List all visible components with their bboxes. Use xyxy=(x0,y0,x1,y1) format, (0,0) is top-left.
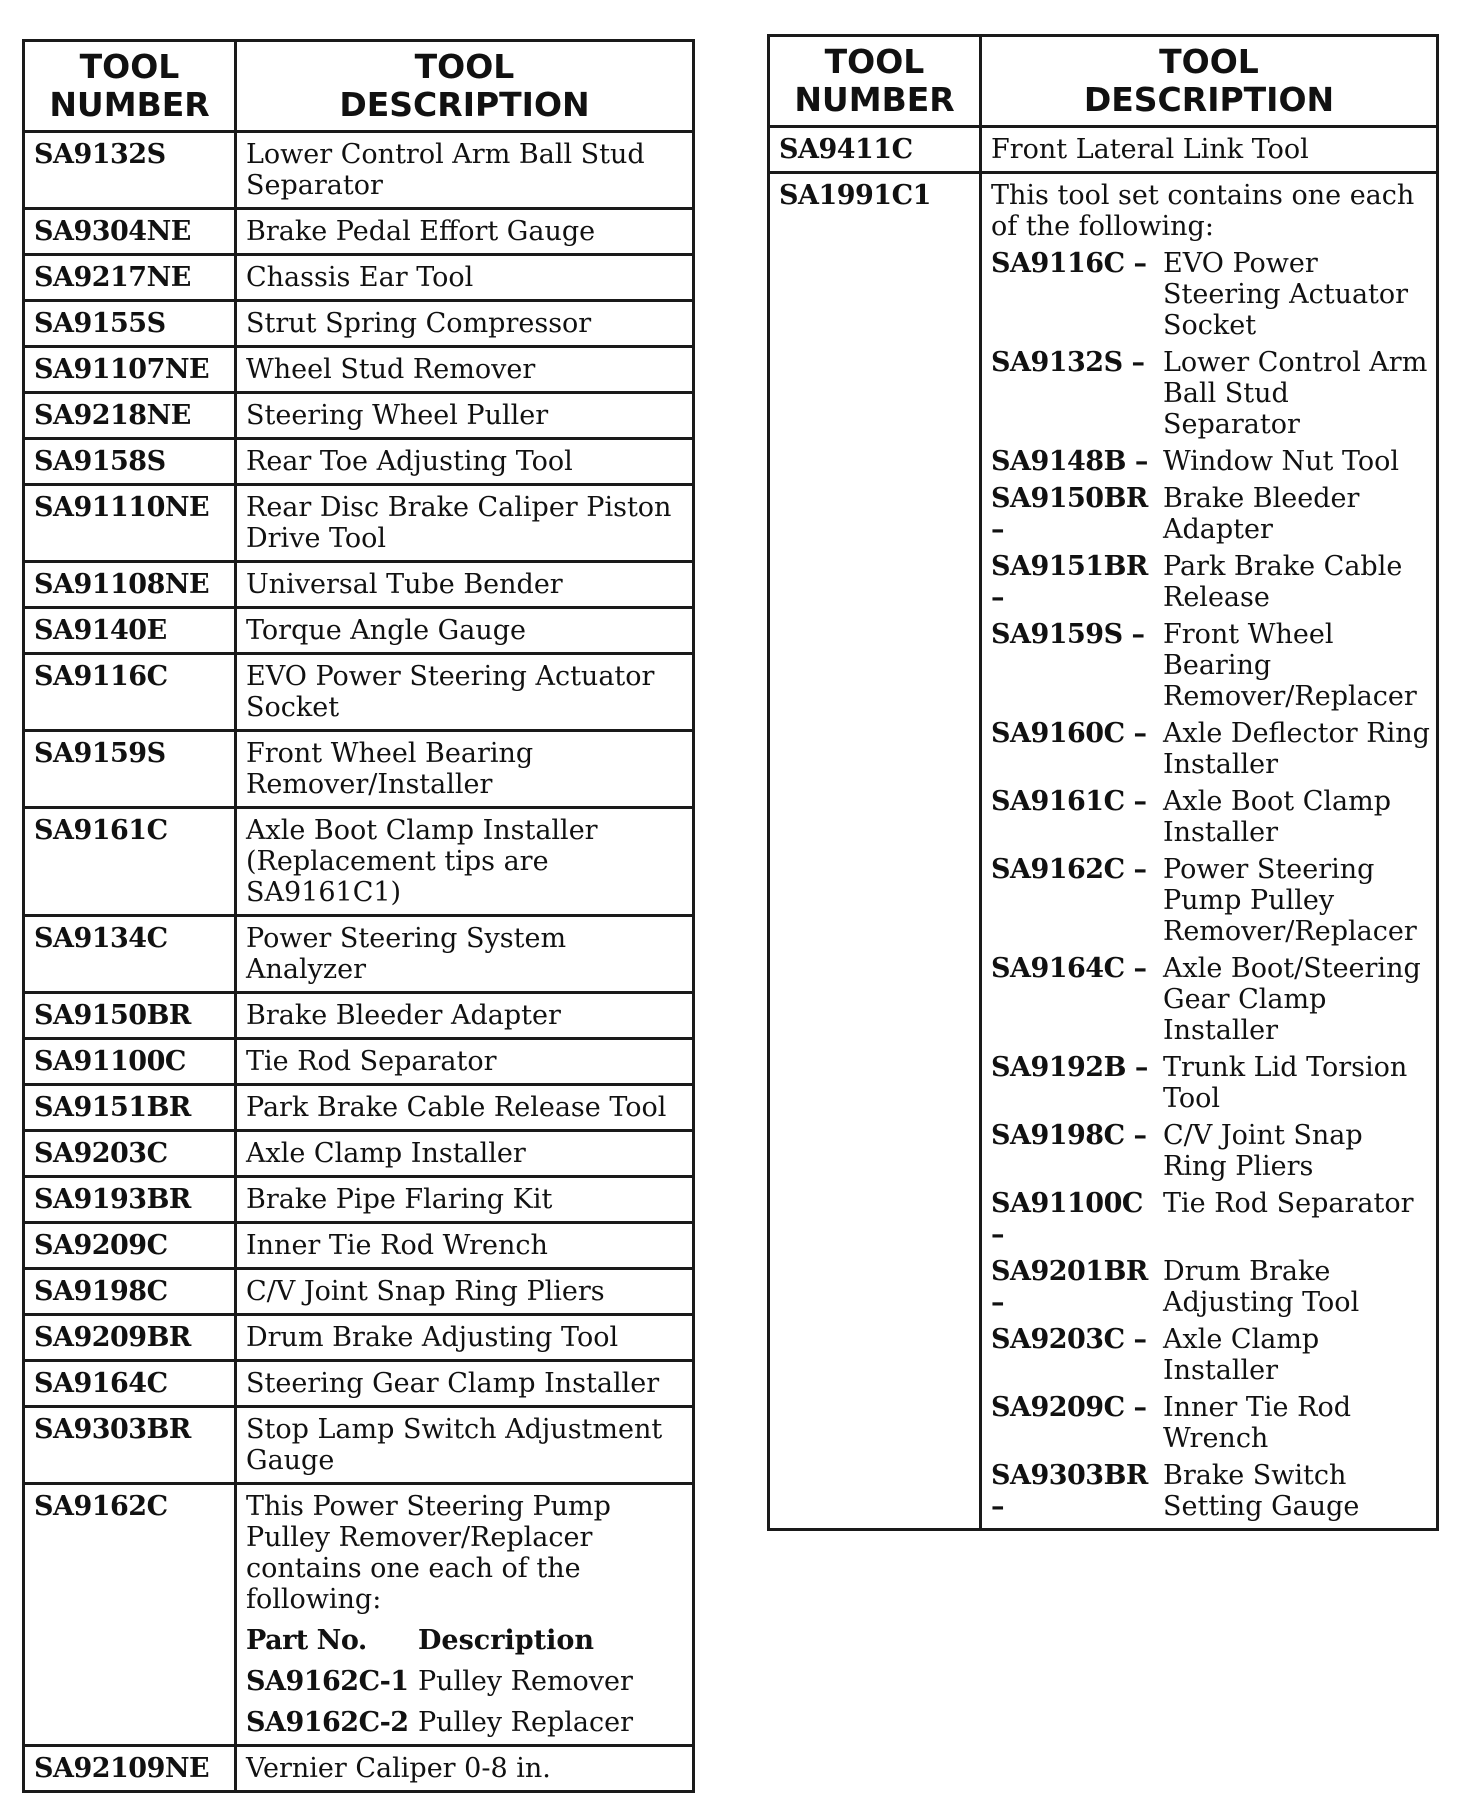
tool-description: Strut Spring Compressor xyxy=(236,301,694,347)
tool-description: C/V Joint Snap Ring Pliers xyxy=(236,1269,694,1315)
tool-number: SA91110NE xyxy=(24,485,236,562)
tool-number: SA9162C xyxy=(24,1484,236,1746)
part-number: SA9162C-2 xyxy=(246,1707,409,1738)
table-row xyxy=(24,1131,694,1177)
table-row xyxy=(24,132,694,209)
kit-item-number: SA9192B – xyxy=(991,1052,1148,1083)
kit-item-description: Drum Brake Adjusting Tool xyxy=(1163,1256,1360,1318)
tool-description: Brake Pipe Flaring Kit xyxy=(236,1177,694,1223)
table-row xyxy=(769,127,1438,173)
kit-item-number: SA9198C – xyxy=(991,1120,1147,1151)
kit-item-number: SA9203C – xyxy=(991,1324,1147,1355)
parts-header-description: Description xyxy=(418,1625,594,1656)
kit-item xyxy=(991,619,1432,712)
tool-number: SA9411C xyxy=(769,127,981,173)
kit-item-number: SA9161C – xyxy=(991,786,1147,817)
tool-number: SA9140E xyxy=(24,608,236,654)
table-row xyxy=(24,301,694,347)
tool-description: Steering Gear Clamp Installer xyxy=(236,1361,694,1407)
tool-table-right xyxy=(767,34,1439,1531)
kit-item xyxy=(991,1392,1432,1454)
tool-description: Front Wheel Bearing Remover/Installer xyxy=(236,731,694,808)
kit-item xyxy=(991,347,1432,440)
kit-item-number: SA9201BR – xyxy=(991,1256,1148,1318)
kit-item-number: SA9164C – xyxy=(991,953,1147,984)
tool-description: Stop Lamp Switch Adjustment Gauge xyxy=(236,1407,694,1484)
kit-item-number: SA9303BR – xyxy=(991,1460,1148,1522)
table-row xyxy=(24,1361,694,1407)
kit-intro: This Power Steering Pump Pulley Remover/Replacer contains one each of the following: xyxy=(246,1491,611,1615)
kit-item xyxy=(991,248,1432,341)
kit-item-description: Axle Boot/Steering Gear Clamp Installer xyxy=(1163,953,1421,1046)
tool-number: SA9209C xyxy=(24,1223,236,1269)
table-row xyxy=(24,1039,694,1085)
kit-item-description: C/V Joint Snap Ring Pliers xyxy=(1163,1120,1363,1182)
tool-number: SA9198C xyxy=(24,1269,236,1315)
tool-description: Front Lateral Link Tool xyxy=(981,127,1438,173)
tool-description: Wheel Stud Remover xyxy=(236,347,694,393)
part-item xyxy=(246,1707,688,1738)
tool-number: SA9304NE xyxy=(24,209,236,255)
tool-description: Rear Disc Brake Caliper Piston Drive Tool xyxy=(236,485,694,562)
tool-number: SA1991C1 xyxy=(769,173,981,1530)
tool-description: Axle Clamp Installer xyxy=(236,1131,694,1177)
table-row xyxy=(24,255,694,301)
table-row xyxy=(24,808,694,916)
kit-item xyxy=(991,718,1432,780)
tool-number: SA9164C xyxy=(24,1361,236,1407)
kit-item-description: Park Brake Cable Release xyxy=(1163,551,1403,613)
kit-item-number: SA9162C – xyxy=(991,854,1147,885)
kit-item-description: Axle Boot Clamp Installer xyxy=(1163,786,1391,848)
kit-item-number: SA9151BR – xyxy=(991,551,1148,613)
tool-number: SA9193BR xyxy=(24,1177,236,1223)
kit-item-description: Tie Rod Separator xyxy=(1163,1188,1414,1219)
tool-description: Steering Wheel Puller xyxy=(236,393,694,439)
part-number: SA9162C-1 xyxy=(246,1666,409,1697)
tool-number: SA9134C xyxy=(24,916,236,993)
part-description: Pulley Replacer xyxy=(418,1707,633,1738)
table-row xyxy=(24,439,694,485)
tool-number: SA9303BR xyxy=(24,1407,236,1484)
tool-description: Park Brake Cable Release Tool xyxy=(236,1085,694,1131)
kit-item-description: Front Wheel Bearing Remover/Replacer xyxy=(1163,619,1417,712)
tool-number: SA9158S xyxy=(24,439,236,485)
kit-item xyxy=(991,1324,1432,1386)
tool-description: EVO Power Steering Actuator Socket xyxy=(236,654,694,731)
table-row xyxy=(24,731,694,808)
tool-number: SA9161C xyxy=(24,808,236,916)
tool-description: Brake Bleeder Adapter xyxy=(236,993,694,1039)
kit-item-number: SA9160C – xyxy=(991,718,1147,749)
tool-description: Vernier Caliper 0-8 in. xyxy=(236,1746,694,1792)
table-row xyxy=(24,209,694,255)
table-row xyxy=(24,393,694,439)
kit-item xyxy=(991,953,1432,1046)
kit-intro: This tool set contains one each of the following: xyxy=(991,180,1415,242)
parts-list xyxy=(246,1625,688,1738)
column-header-tool-description: TOOL DESCRIPTION xyxy=(981,36,1438,127)
tool-number: SA9159S xyxy=(24,731,236,808)
kit-item-description: Trunk Lid Torsion Tool xyxy=(1163,1052,1408,1114)
tool-number: SA91107NE xyxy=(24,347,236,393)
tool-number: SA9203C xyxy=(24,1131,236,1177)
tool-description: Power Steering System Analyzer xyxy=(236,916,694,993)
kit-item xyxy=(991,1460,1432,1522)
kit-item-description: Lower Control Arm Ball Stud Separator xyxy=(1163,347,1428,440)
kit-item-number: SA9209C – xyxy=(991,1392,1147,1423)
tool-description: Universal Tube Bender xyxy=(236,562,694,608)
kit-item xyxy=(991,854,1432,947)
tool-description: Inner Tie Rod Wrench xyxy=(236,1223,694,1269)
column-header-tool-description: TOOL DESCRIPTION xyxy=(236,41,694,132)
table-row-kit xyxy=(769,173,1438,1530)
tool-description xyxy=(236,1484,694,1746)
kit-item-number: SA9132S – xyxy=(991,347,1145,378)
table-row-kit xyxy=(24,1484,694,1746)
table-row xyxy=(24,916,694,993)
tool-number: SA9217NE xyxy=(24,255,236,301)
tool-description: Drum Brake Adjusting Tool xyxy=(236,1315,694,1361)
table-row xyxy=(24,562,694,608)
table-header-row xyxy=(24,41,694,132)
kit-item-number: SA91100C – xyxy=(991,1188,1143,1250)
tool-description: Torque Angle Gauge xyxy=(236,608,694,654)
table-row xyxy=(24,993,694,1039)
tool-table-left xyxy=(22,39,695,1793)
table-row xyxy=(24,1315,694,1361)
kit-item xyxy=(991,1120,1432,1182)
tool-number: SA9218NE xyxy=(24,393,236,439)
tool-number: SA91100C xyxy=(24,1039,236,1085)
table-row xyxy=(24,654,694,731)
tool-description: Rear Toe Adjusting Tool xyxy=(236,439,694,485)
tool-description: Axle Boot Clamp Installer (Replacement tips are SA9161C1) xyxy=(236,808,694,916)
kit-item-number: SA9116C – xyxy=(991,248,1147,279)
kit-item-description: Brake Switch Setting Gauge xyxy=(1163,1460,1360,1522)
column-header-tool-number: TOOL NUMBER xyxy=(769,36,981,127)
tool-description: Tie Rod Separator xyxy=(236,1039,694,1085)
kit-item-description: Window Nut Tool xyxy=(1163,446,1400,477)
kit-items-list xyxy=(991,248,1432,1522)
tool-number: SA91108NE xyxy=(24,562,236,608)
kit-item xyxy=(991,1256,1432,1318)
column-header-tool-number: TOOL NUMBER xyxy=(24,41,236,132)
kit-item-description: Axle Clamp Installer xyxy=(1163,1324,1320,1386)
kit-item-description: Axle Deflector Ring Installer xyxy=(1163,718,1430,780)
kit-item xyxy=(991,483,1432,545)
kit-item xyxy=(991,551,1432,613)
tool-number: SA92109NE xyxy=(24,1746,236,1792)
parts-header xyxy=(246,1625,688,1656)
table-body xyxy=(769,127,1438,1530)
kit-item-description: Power Steering Pump Pulley Remover/Replacer xyxy=(1163,854,1417,947)
tool-description: Lower Control Arm Ball Stud Separator xyxy=(236,132,694,209)
table-row xyxy=(24,1085,694,1131)
tool-description: Chassis Ear Tool xyxy=(236,255,694,301)
kit-item-number: SA9148B – xyxy=(991,446,1148,477)
table-body xyxy=(24,132,694,1792)
tool-description: Brake Pedal Effort Gauge xyxy=(236,209,694,255)
kit-item-description: Brake Bleeder Adapter xyxy=(1163,483,1360,545)
tool-number: SA9209BR xyxy=(24,1315,236,1361)
tool-description xyxy=(981,173,1438,1530)
table-row xyxy=(24,1223,694,1269)
table-header-row xyxy=(769,36,1438,127)
table-row xyxy=(24,1407,694,1484)
tool-number: SA9151BR xyxy=(24,1085,236,1131)
tool-number: SA9150BR xyxy=(24,993,236,1039)
tool-number: SA9132S xyxy=(24,132,236,209)
table-row xyxy=(24,347,694,393)
table-row xyxy=(24,485,694,562)
table-row xyxy=(24,1177,694,1223)
table-row xyxy=(24,1746,694,1792)
kit-item-description: Inner Tie Rod Wrench xyxy=(1163,1392,1351,1454)
parts-header-number: Part No. xyxy=(246,1625,367,1656)
table-row xyxy=(24,1269,694,1315)
kit-item-description: EVO Power Steering Actuator Socket xyxy=(1163,248,1409,341)
kit-item xyxy=(991,1052,1432,1114)
part-description: Pulley Remover xyxy=(418,1666,633,1697)
kit-item xyxy=(991,1188,1432,1250)
kit-item-number: SA9159S – xyxy=(991,619,1145,650)
kit-item xyxy=(991,786,1432,848)
tool-number: SA9116C xyxy=(24,654,236,731)
part-item xyxy=(246,1666,688,1697)
tool-number: SA9155S xyxy=(24,301,236,347)
kit-item xyxy=(991,446,1432,477)
table-row xyxy=(24,608,694,654)
kit-item-number: SA9150BR – xyxy=(991,483,1148,545)
